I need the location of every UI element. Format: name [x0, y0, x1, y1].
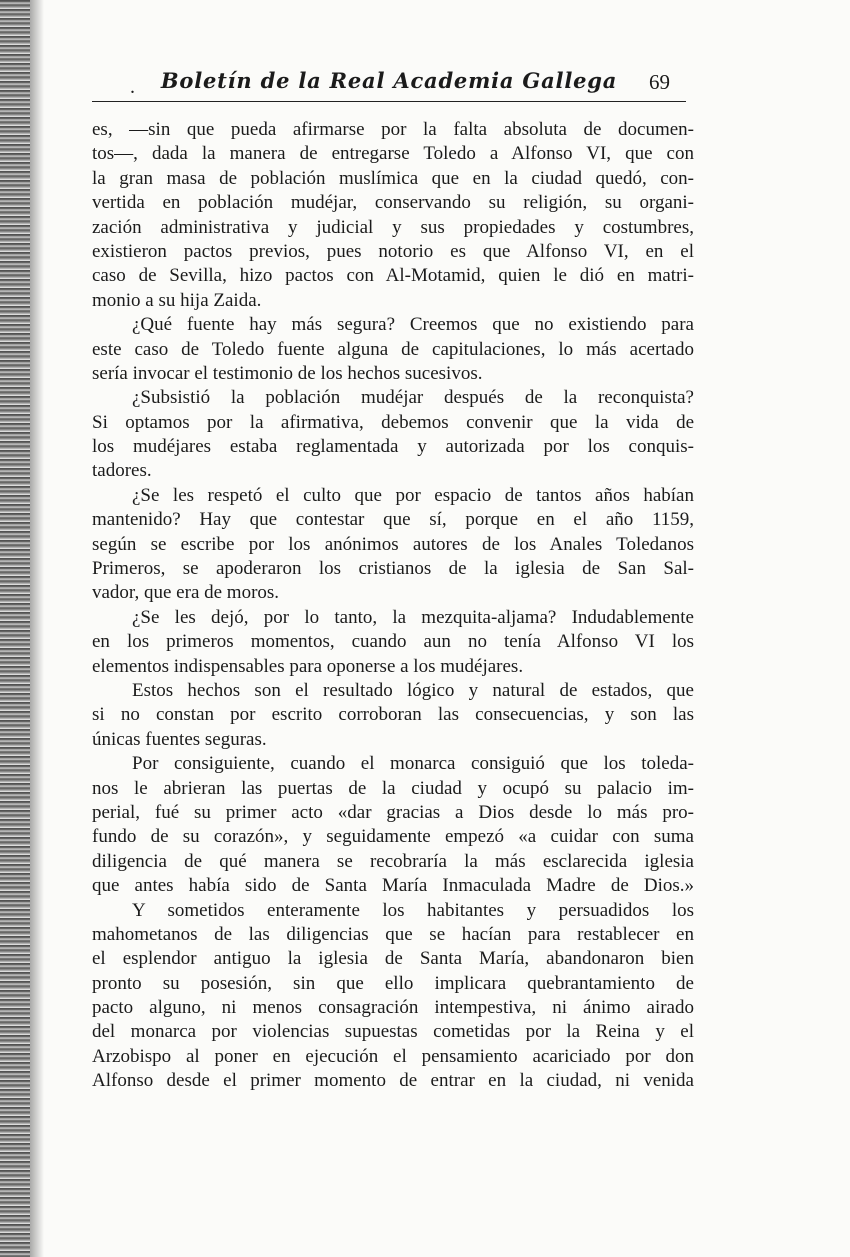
text-line: el esplendor antiguo la iglesia de Santa María, abandonaron bien	[92, 948, 694, 970]
text-line: elementos indispensables para oponerse a los mudéjares.	[92, 655, 524, 677]
text-line: pronto su posesión, sin que ello implicara quebrantamiento de	[92, 972, 694, 994]
scanned-page-edge	[0, 0, 30, 1257]
text-line: ¿Qué fuente hay más segura? Creemos que no existiendo para	[132, 314, 694, 336]
text-line: Y sometidos enteramente los habitantes y persuadidos los	[132, 899, 694, 921]
page-edge-shadow	[30, 0, 44, 1257]
text-line: este caso de Toledo fuente alguna de capitulaciones, lo más acertado	[92, 338, 694, 360]
text-line: tadores.	[92, 460, 152, 482]
text-line: Si optamos por la afirmativa, debemos convenir que la vida de	[92, 411, 694, 433]
journal-title: Boletín de la Real Academia Gallega	[160, 68, 618, 93]
text-line: ¿Se les respetó el culto que por espacio de tantos años habían	[132, 484, 694, 506]
text-line: Por consiguiente, cuando el monarca consiguió que los toleda-	[132, 753, 694, 775]
text-line: si no constan por escrito corroboran las consecuencias, y son las	[92, 704, 694, 726]
running-header	[92, 66, 686, 100]
text-line: que antes había sido de Santa María Inmaculada Madre de Dios.»	[92, 875, 694, 897]
text-line: según se escribe por los anónimos autores de los Anales Toledanos	[92, 533, 694, 555]
text-line: en los primeros momentos, cuando aun no tenía Alfonso VI los	[92, 631, 694, 653]
text-line: nos le abrieran las puertas de la ciudad y ocupó su palacio im-	[92, 777, 694, 799]
body-text	[92, 118, 694, 1094]
text-line: pacto alguno, ni menos consagración intempestiva, ni ánimo airado	[92, 997, 694, 1019]
text-line: mahometanos de las diligencias que se hacían para restablecer en	[92, 923, 694, 945]
text-line: Arzobispo al poner en ejecución el pensamiento acariciado por don	[92, 1045, 694, 1067]
text-line: zación administrativa y judicial y sus propiedades y costumbres,	[92, 216, 694, 238]
text-line: mantenido? Hay que contestar que sí, porque en el año 1159,	[92, 509, 694, 531]
text-line: ¿Subsistió la población mudéjar después de la reconquista?	[132, 387, 694, 409]
text-line: existieron pactos previos, pues notorio es que Alfonso VI, en el	[92, 240, 694, 262]
text-line: sería invocar el testimonio de los hechos sucesivos.	[92, 362, 483, 384]
text-line: únicas fuentes seguras.	[92, 728, 267, 750]
text-line: es, —sin que pueda afirmarse por la falta absoluta de documen-	[92, 119, 694, 140]
text-line: vertida en población mudéjar, conservando su religión, su organi-	[92, 192, 694, 214]
text-line: del monarca por violencias supuestas cometidas por la Reina y el	[92, 1021, 694, 1043]
text-line: diligencia de qué manera se recobraría la más esclarecida iglesia	[92, 850, 694, 872]
header-rule	[92, 101, 686, 102]
text-line: Primeros, se apoderaron los cristianos de la iglesia de San Sal-	[92, 558, 694, 580]
text-line: ¿Se les dejó, por lo tanto, la mezquita-aljama? Indudablemente	[132, 606, 694, 628]
text-line: tos—, dada la manera de entregarse Toledo a Alfonso VI, que con	[92, 143, 694, 165]
text-line: fundo de su corazón», y seguidamente empezó «a cuidar con suma	[92, 826, 694, 848]
text-line: perial, fué su primer acto «dar gracias a Dios desde lo más pro-	[92, 801, 694, 823]
text-line: vador, que era de moros.	[92, 582, 280, 604]
page-number: 69	[649, 70, 670, 94]
text-line: monio a su hija Zaida.	[92, 289, 262, 311]
text-line: Alfonso desde el primer momento de entrar en la ciudad, ni venida	[92, 1070, 694, 1092]
text-line: los mudéjares estaba reglamentada y autorizada por los conquis-	[92, 436, 694, 458]
header-marker: .	[130, 76, 135, 98]
text-line: Estos hechos son el resultado lógico y natural de estados, que	[132, 679, 694, 701]
text-line: caso de Sevilla, hizo pactos con Al-Motamid, quien le dió en matri-	[92, 265, 694, 287]
text-line: la gran masa de población muslímica que en la ciudad quedó, con-	[92, 167, 694, 189]
